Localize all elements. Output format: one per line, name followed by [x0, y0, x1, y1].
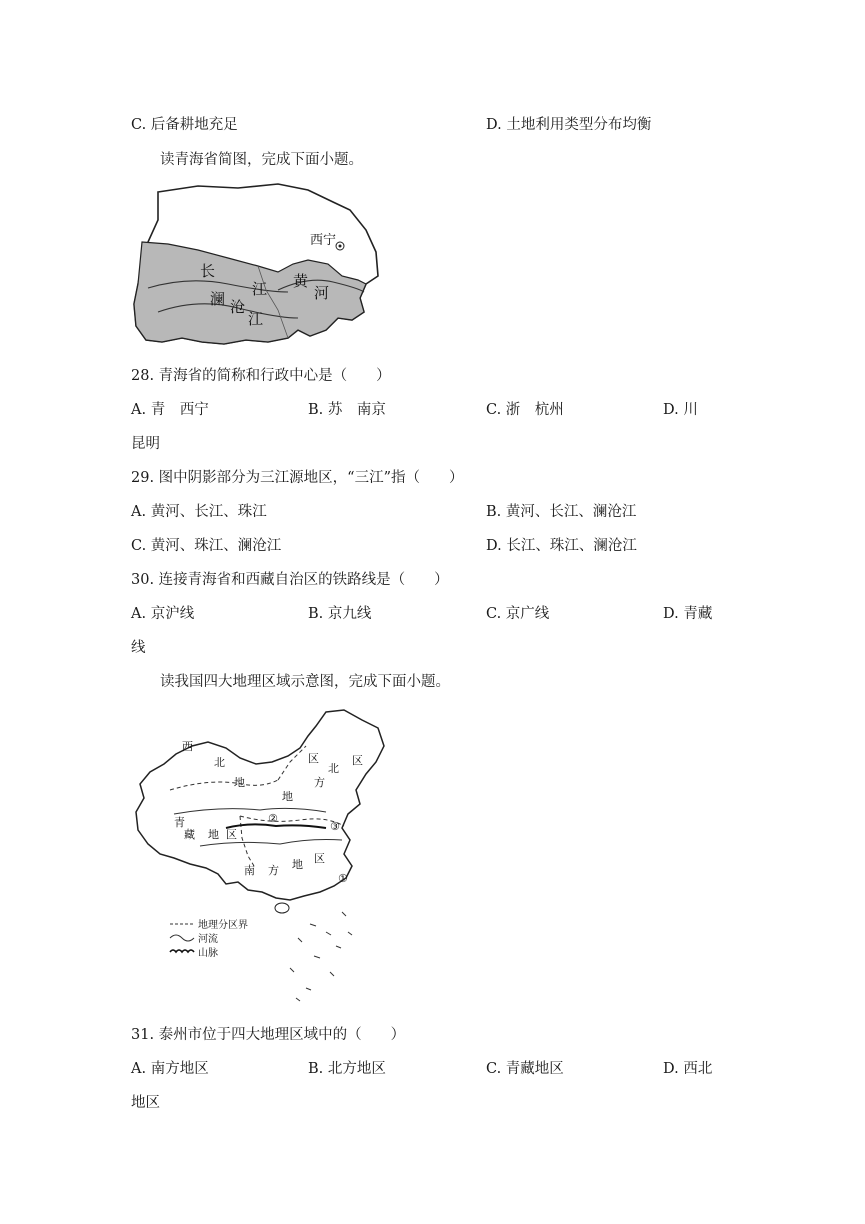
label-qingzang-2: 藏 [184, 828, 195, 841]
marker-1: ① [338, 872, 348, 885]
label-nanfang-2: 方 [268, 864, 279, 877]
hainan-island [275, 903, 289, 913]
legend-mountain-symbol [170, 950, 194, 952]
label-xibei-3: 地 [234, 776, 245, 789]
q30-option-a: A. 京沪线 [131, 606, 195, 622]
q31-option-d: D. 西北 [663, 1061, 713, 1077]
china-regions-map [130, 706, 392, 1008]
map-label-lan: 澜 [210, 290, 226, 308]
label-beifang-4: 区 [352, 754, 363, 767]
marker-2: ② [268, 812, 278, 825]
q30-option-c: C. 京广线 [486, 606, 550, 622]
q29-option-d: D. 长江、珠江、澜沧江 [486, 538, 637, 554]
q30-stem: 30. 连接青海省和西藏自治区的铁路线是（ ） [131, 572, 449, 588]
label-qingzang-3: 地 [208, 828, 219, 841]
map-label-he: 河 [314, 284, 330, 302]
q28-option-d-cont: 昆明 [131, 436, 160, 452]
q31-option-b: B. 北方地区 [308, 1061, 386, 1077]
label-beifang-2: 方 [314, 776, 325, 789]
q31-option-a: A. 南方地区 [131, 1061, 209, 1077]
q29-option-c: C. 黄河、珠江、澜沧江 [131, 538, 282, 554]
qinghai-map [128, 180, 380, 348]
label-qingzang-1: 青 [174, 816, 185, 829]
label-nanfang-3: 地 [292, 858, 303, 871]
legend-boundary: 地理分区界 [198, 920, 248, 931]
q29-option-a: A. 黄河、长江、珠江 [131, 504, 267, 520]
q28-option-b: B. 苏 南京 [308, 402, 386, 418]
legend-mountain: 山脉 [198, 948, 218, 959]
option-c-prev: C. 后备耕地充足 [131, 117, 238, 133]
label-xibei-2: 北 [214, 756, 225, 769]
label-qingzang-4: 区 [226, 828, 237, 841]
q30-option-b: B. 京九线 [308, 606, 372, 622]
legend-river: 河流 [198, 934, 218, 945]
q28-option-d: D. 川 [663, 402, 698, 418]
q28-option-a: A. 青 西宁 [131, 402, 209, 418]
label-nanfang-1: 南 [244, 864, 255, 877]
map-label-huang: 黄 [293, 272, 309, 290]
intro-china: 读我国四大地理区域示意图，完成下面小题。 [160, 674, 450, 690]
map-label-jiang2: 江 [248, 310, 264, 328]
label-beifang-3: 地 [282, 790, 293, 803]
q30-option-d: D. 青藏 [663, 606, 713, 622]
label-beifang-1: 北 [328, 762, 339, 775]
q29-option-b: B. 黄河、长江、澜沧江 [486, 504, 637, 520]
label-xibei-4: 区 [308, 752, 319, 765]
q30-option-d-cont: 线 [131, 640, 146, 656]
map-label-jiang1: 江 [252, 280, 268, 298]
q31-option-d-cont: 地区 [131, 1095, 160, 1111]
label-nanfang-4: 区 [314, 852, 325, 865]
south-sea-islands [290, 912, 352, 1001]
q31-option-c: C. 青藏地区 [486, 1061, 564, 1077]
map-label-xining: 西宁 [310, 233, 337, 248]
q28-stem: 28. 青海省的简称和行政中心是（ ） [131, 368, 391, 384]
q28-option-c: C. 浙 杭州 [486, 402, 564, 418]
q31-stem: 31. 泰州市位于四大地理区域中的（ ） [131, 1027, 406, 1043]
option-d-prev: D. 土地利用类型分布均衡 [486, 117, 652, 133]
q29-stem: 29. 图中阴影部分为三江源地区，“三江”指（ ） [131, 470, 464, 486]
label-xibei-1: 西 [182, 740, 193, 753]
map-label-chang: 长 [200, 262, 216, 280]
legend-river-symbol [170, 935, 194, 941]
map-label-cang: 沧 [230, 298, 246, 316]
marker-3: ③ [330, 820, 340, 833]
intro-qinghai: 读青海省简图，完成下面小题。 [160, 152, 363, 168]
